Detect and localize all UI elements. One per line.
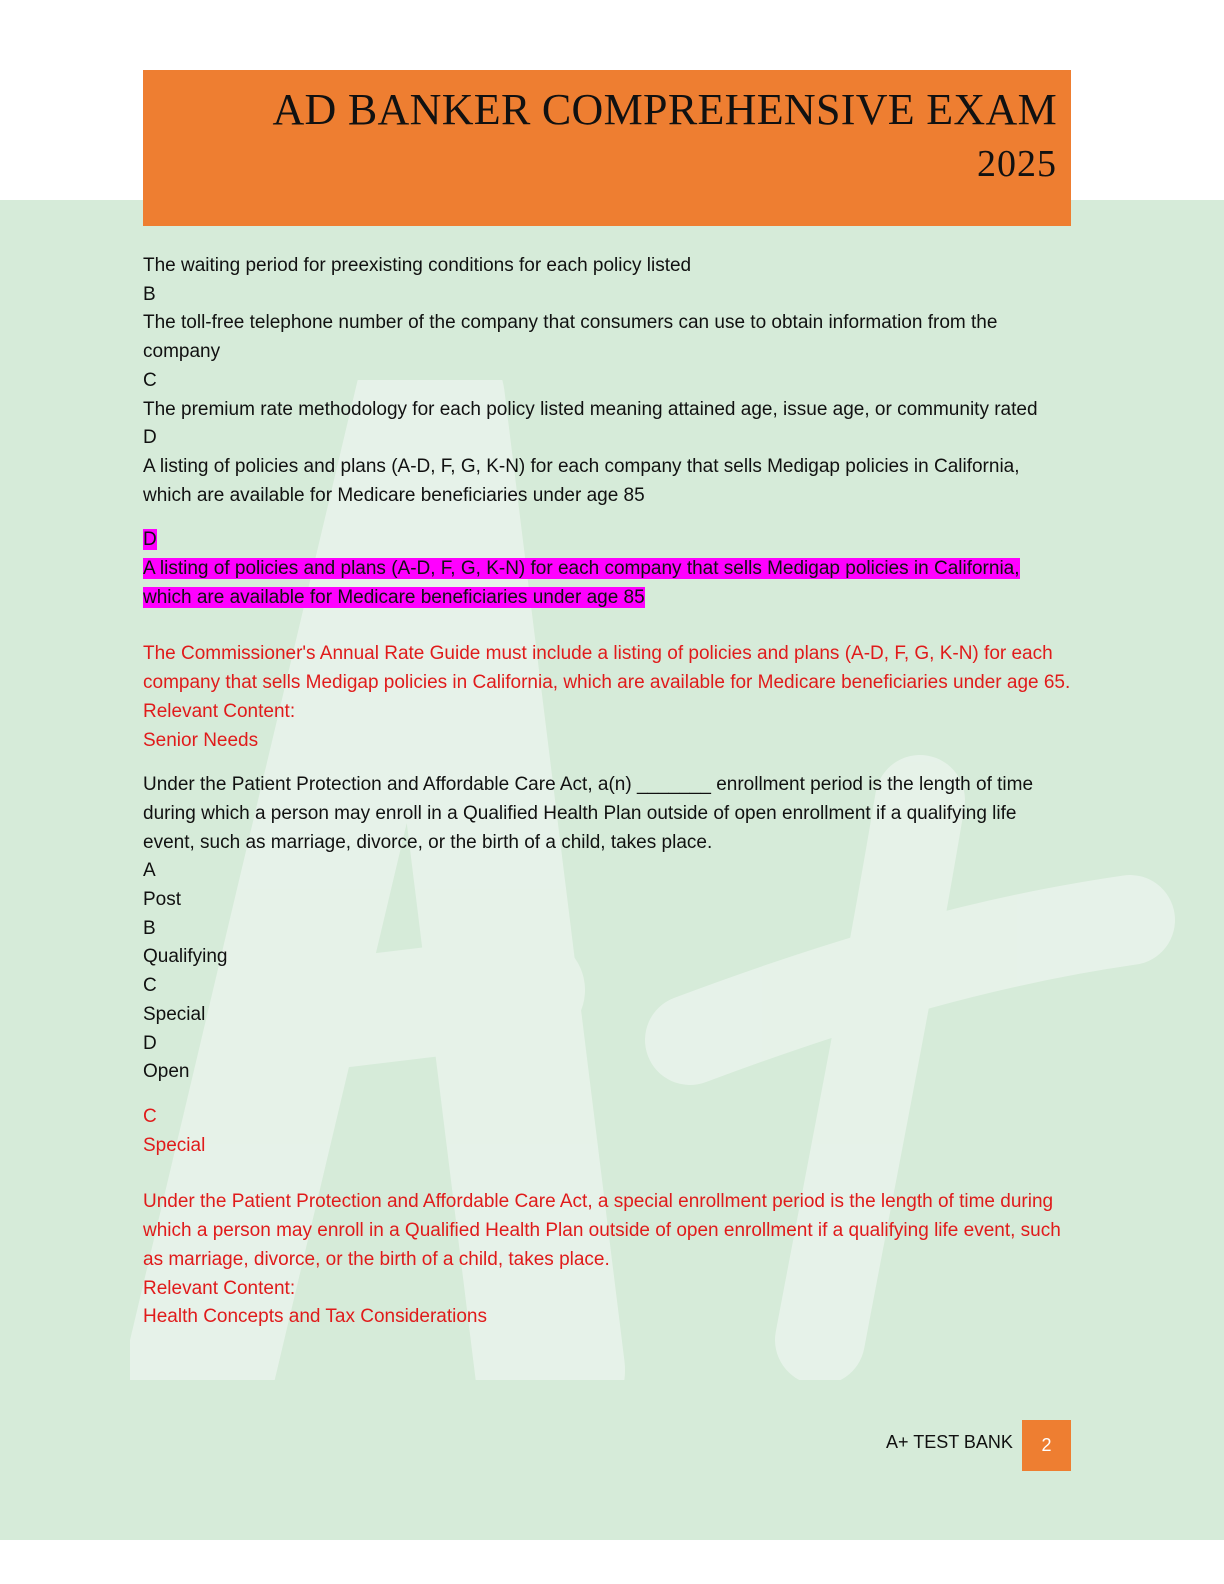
answer-block-1 [143,526,1073,612]
footer-label: A+ TEST BANK [886,1432,1013,1452]
option-letter: A [143,860,156,882]
option-text: Open [143,1061,190,1083]
option-d-letter: D [143,427,157,449]
document-year: 2025 [977,143,1057,185]
relevant-content-value: Senior Needs [143,729,259,751]
answer-letter: C [143,1105,157,1127]
option-text: Special [143,1003,206,1025]
explanation-1: The Commissioner's Annual Rate Guide must include a listing of policies and plans (A-D, F, G, K-N) for each company that sells Medigap policies in California, which are available for Medicare beneficiaries under age 65. [143,643,1071,694]
page-number: 2 [1022,1420,1071,1471]
option-text: Qualifying [143,946,228,968]
option-text: Post [143,889,182,911]
option-letter: B [143,917,156,939]
option-a-text: The waiting period for preexisting conditions for each policy listed [143,255,692,276]
answer-text: Special [143,1134,206,1156]
option-c-text: The premium rate methodology for each policy listed meaning attained age, issue age, or community rated [143,398,1038,420]
option-letter: D [143,1032,157,1054]
document-title: AD BANKER COMPREHENSIVE EXAM [272,85,1057,134]
relevant-content-label: Relevant Content: [143,1277,296,1299]
page-content [143,252,1073,1332]
relevant-content-value: Health Concepts and Tax Considerations [143,1306,487,1328]
option-letter: C [143,975,157,997]
option-c-letter: C [143,369,157,391]
header-banner [143,70,1071,226]
answer-text: A listing of policies and plans (A-D, F, G, K-N) for each company that sells Medigap policies in California, which are available for Medicare beneficiaries under age 85 [143,558,1020,608]
option-b-text: The toll-free telephone number of the company that consumers can use to obtain information from the company [143,312,998,363]
explanation-2: Under the Patient Protection and Affordable Care Act, a special enrollment period is the length of time during which a person may enroll in a Qualified Health Plan outside of open enrollment if a qualifying life event, such as marriage, divorce, or the birth of a child, takes place. [143,1191,1061,1270]
relevant-content-label: Relevant Content: [143,700,296,722]
answer-letter: D [143,529,157,551]
question-2-text: Under the Patient Protection and Affordable Care Act, a(n) _______ enrollment period is the length of time during which a person may enroll in a Qualified Health Plan outside of open enrollment if a qualifying life event, such as marriage, divorce, or the birth of a child, takes place. [143,774,1034,853]
option-d-text: A listing of policies and plans (A-D, F, G, K-N) for each company that sells Medigap policies in California, which are available for Medicare beneficiaries under age 85 [143,455,1020,506]
option-b-letter: B [143,283,156,305]
